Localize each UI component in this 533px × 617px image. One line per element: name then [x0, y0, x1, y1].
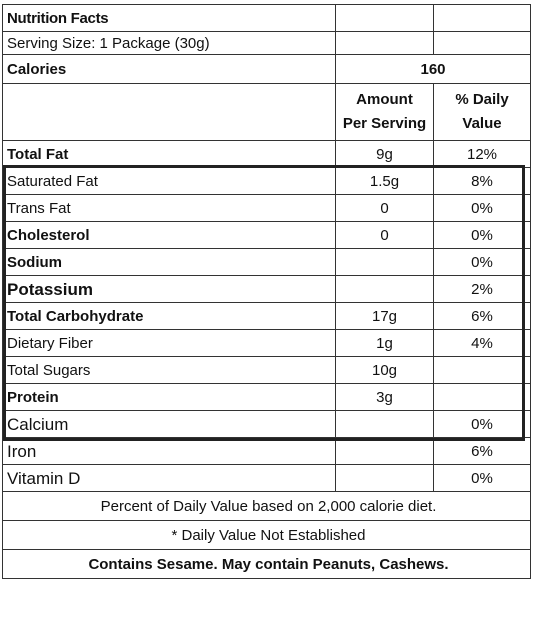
nutrient-daily-value: 4%	[434, 330, 531, 357]
nutrient-amount: 0	[336, 195, 434, 222]
allergen-row	[3, 550, 531, 579]
nutrient-amount: 3g	[336, 384, 434, 411]
nutrient-amount: 9g	[336, 141, 434, 168]
nutrient-amount: 1g	[336, 330, 434, 357]
serving-row	[3, 32, 531, 55]
mineral-row	[3, 465, 531, 492]
nutrient-name: Calcium	[3, 411, 336, 438]
nutrient-amount	[336, 465, 434, 492]
mineral-row	[3, 411, 531, 438]
label-title: Nutrition Facts	[3, 5, 336, 32]
footnote-daily-value: Percent of Daily Value based on 2,000 calorie diet.	[3, 492, 531, 521]
nutrient-daily-value: 8%	[434, 168, 531, 195]
nutrient-daily-value: 0%	[434, 411, 531, 438]
nutrient-daily-value: 2%	[434, 276, 531, 303]
nutrient-name: Total Carbohydrate	[3, 303, 336, 330]
nutrient-row	[3, 303, 531, 330]
calories-label: Calories	[3, 55, 336, 84]
nutrient-daily-value	[434, 384, 531, 411]
nutrient-name: Vitamin D	[3, 465, 336, 492]
dv-header	[434, 84, 531, 141]
nutrient-row	[3, 141, 531, 168]
nutrient-row	[3, 384, 531, 411]
mineral-row	[3, 438, 531, 465]
dv-header-line2: Value	[462, 115, 502, 132]
calories-row	[3, 55, 531, 84]
nutrient-amount: 17g	[336, 303, 434, 330]
nutrient-name: Total Sugars	[3, 357, 336, 384]
nutrient-name: Trans Fat	[3, 195, 336, 222]
amount-header	[336, 84, 434, 141]
nutrient-daily-value: 6%	[434, 438, 531, 465]
nutrient-row	[3, 168, 531, 195]
nutrient-rows	[3, 141, 531, 411]
mineral-rows	[3, 411, 531, 492]
nutrient-amount	[336, 249, 434, 276]
nutrition-table	[2, 4, 531, 579]
amount-header-line1: Amount	[356, 91, 413, 108]
nutrient-name: Cholesterol	[3, 222, 336, 249]
nutrient-amount	[336, 276, 434, 303]
nutrient-daily-value: 6%	[434, 303, 531, 330]
footnote-row	[3, 492, 531, 521]
nutrient-name: Sodium	[3, 249, 336, 276]
nutrient-name: Total Fat	[3, 141, 336, 168]
dv-header-line1: % Daily	[455, 91, 509, 108]
nutrient-amount	[336, 411, 434, 438]
nutrient-amount	[336, 438, 434, 465]
nutrient-amount: 10g	[336, 357, 434, 384]
nutrient-name: Saturated Fat	[3, 168, 336, 195]
column-header-row	[3, 84, 531, 141]
nutrient-name: Potassium	[3, 276, 336, 303]
nutrient-daily-value: 0%	[434, 249, 531, 276]
nutrient-row	[3, 330, 531, 357]
nutrient-name: Iron	[3, 438, 336, 465]
serving-size: Serving Size: 1 Package (30g)	[3, 32, 336, 55]
nutrient-daily-value: 0%	[434, 465, 531, 492]
calories-value: 160	[336, 55, 531, 84]
nutrient-row	[3, 195, 531, 222]
nutrient-daily-value: 0%	[434, 222, 531, 249]
nutrient-row	[3, 249, 531, 276]
nutrient-row	[3, 222, 531, 249]
nutrient-row	[3, 276, 531, 303]
nutrient-daily-value: 12%	[434, 141, 531, 168]
footnote-not-established: * Daily Value Not Established	[3, 521, 531, 550]
nutrient-name: Protein	[3, 384, 336, 411]
allergen-statement: Contains Sesame. May contain Peanuts, Cashews.	[3, 550, 531, 579]
title-row	[3, 5, 531, 32]
amount-header-line2: Per Serving	[342, 115, 427, 132]
nutrient-amount: 1.5g	[336, 168, 434, 195]
nutrient-name: Dietary Fiber	[3, 330, 336, 357]
nutrient-daily-value: 0%	[434, 195, 531, 222]
not-established-row	[3, 521, 531, 550]
nutrient-amount: 0	[336, 222, 434, 249]
nutrient-daily-value	[434, 357, 531, 384]
nutrient-row	[3, 357, 531, 384]
